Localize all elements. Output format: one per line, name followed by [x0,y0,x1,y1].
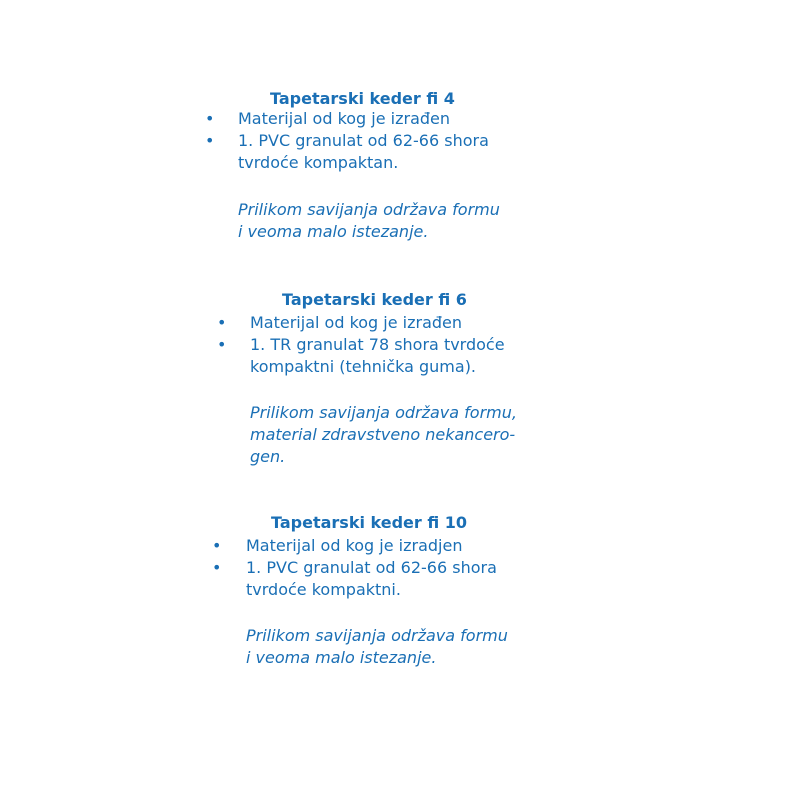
note-line: i veoma malo istezanje. [246,648,437,667]
bullet-text: 1. PVC granulat od 62-66 shora [246,558,497,577]
bullet-icon: • [217,335,227,354]
section-title: Tapetarski keder fi 4 [270,89,455,108]
bullet-text: 1. PVC granulat od 62-66 shora [238,131,489,150]
bullet-icon: • [212,558,222,577]
bullet-continuation: tvrdoće kompaktni. [246,580,401,599]
bullet-text: Materijal od kog je izradjen [246,536,463,555]
bullet-continuation: kompaktni (tehnička guma). [250,357,477,376]
note-line: i veoma malo istezanje. [238,222,429,241]
note-line: material zdravstveno nekancero- [250,425,516,444]
bullet-icon: • [205,131,215,150]
note-line: Prilikom savijanja održava formu [246,626,508,645]
bullet-text: 1. TR granulat 78 shora tvrdoće [250,335,505,354]
bullet-icon: • [205,109,215,128]
section-title: Tapetarski keder fi 10 [271,513,468,532]
bullet-icon: • [212,536,222,555]
bullet-text: Materijal od kog je izrađen [238,109,451,128]
note-line: gen. [250,447,286,466]
note-line: Prilikom savijanja održava formu [238,200,500,219]
bullet-icon: • [217,313,227,332]
bullet-continuation: tvrdoće kompaktan. [238,153,399,172]
note-line: Prilikom savijanja održava formu, [250,403,517,422]
section-title: Tapetarski keder fi 6 [282,290,467,309]
bullet-text: Materijal od kog je izrađen [250,313,463,332]
